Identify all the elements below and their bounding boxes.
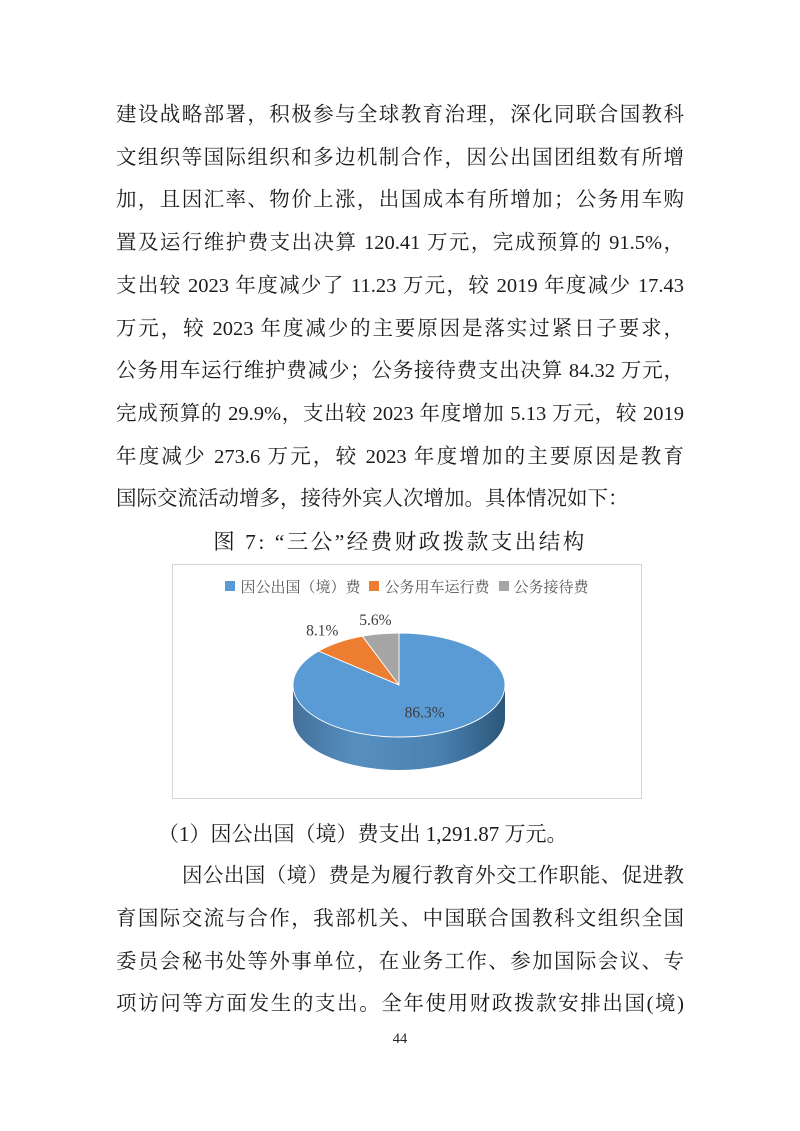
svg-text:8.1%: 8.1%: [306, 622, 339, 640]
text-line: 国际交流活动增多，接待外宾人次增加。具体情况如下：: [116, 488, 629, 511]
text-line: 公务用车运行维护费减少；公务接待费支出决算 84.32 万元，: [116, 360, 684, 383]
page-number: 44: [392, 1031, 408, 1047]
text-line: 文组织等国际组织和多边机制合作，因公出国团组数有所增: [116, 146, 684, 169]
text-line: 项访问等方面发生的支出。全年使用财政拨款安排出国(境): [116, 993, 684, 1016]
text-line: 因公出国（境）费是为履行教育外交工作职能、促进教: [182, 865, 684, 888]
text-line: 加，且因汇率、物价上涨，出国成本有所增加；公务用车购: [116, 189, 684, 212]
text-line: 支出较 2023 年度减少了 11.23 万元，较 2019 年度减少 17.43: [116, 274, 684, 297]
pie-chart-canvas: [173, 565, 641, 798]
legend-label: 公务接待费: [513, 579, 589, 596]
text-line: 完成预算的 29.9%，支出较 2023 年度增加 5.13 万元，较 2019: [116, 402, 684, 425]
svg-text:86.3%: 86.3%: [404, 703, 445, 721]
legend-item: [225, 576, 360, 597]
text-line: 年度减少 273.6 万元，较 2023 年度增加的主要原因是教育: [116, 445, 684, 468]
item1-heading: （1）因公出国（境）费支出 1,291.87 万元。: [158, 821, 568, 846]
legend-item: [499, 576, 589, 597]
text-line: 万元，较 2023 年度减少的主要原因是落实过紧日子要求，: [116, 317, 684, 340]
page-content: [116, 94, 684, 1026]
legend-label: 因公出国（境）费: [240, 579, 361, 596]
paragraph-item1: [116, 855, 684, 1026]
legend-swatch: [499, 581, 509, 591]
legend-swatch: [225, 581, 235, 591]
chart-legend: [173, 576, 641, 597]
text-line: 置及运行维护费支出决算 120.41 万元，完成预算的 91.5%，: [116, 232, 684, 255]
svg-text:5.6%: 5.6%: [359, 611, 392, 629]
pie-chart: [172, 564, 642, 799]
text-line: 育国际交流与合作，我部机关、中国联合国教科文组织全国: [116, 907, 684, 930]
figure-title: 图 7: “三公”经费财政拨款支出结构: [213, 530, 587, 555]
legend-swatch: [369, 581, 379, 591]
text-line: 委员会秘书处等外事单位，在业务工作、参加国际会议、专: [116, 950, 684, 973]
legend-label: 公务用车运行费: [384, 579, 490, 596]
paragraph-intro: [116, 94, 684, 521]
text-line: 建设战略部署，积极参与全球教育治理，深化同联合国教科: [116, 104, 684, 126]
legend-item: [369, 576, 489, 597]
